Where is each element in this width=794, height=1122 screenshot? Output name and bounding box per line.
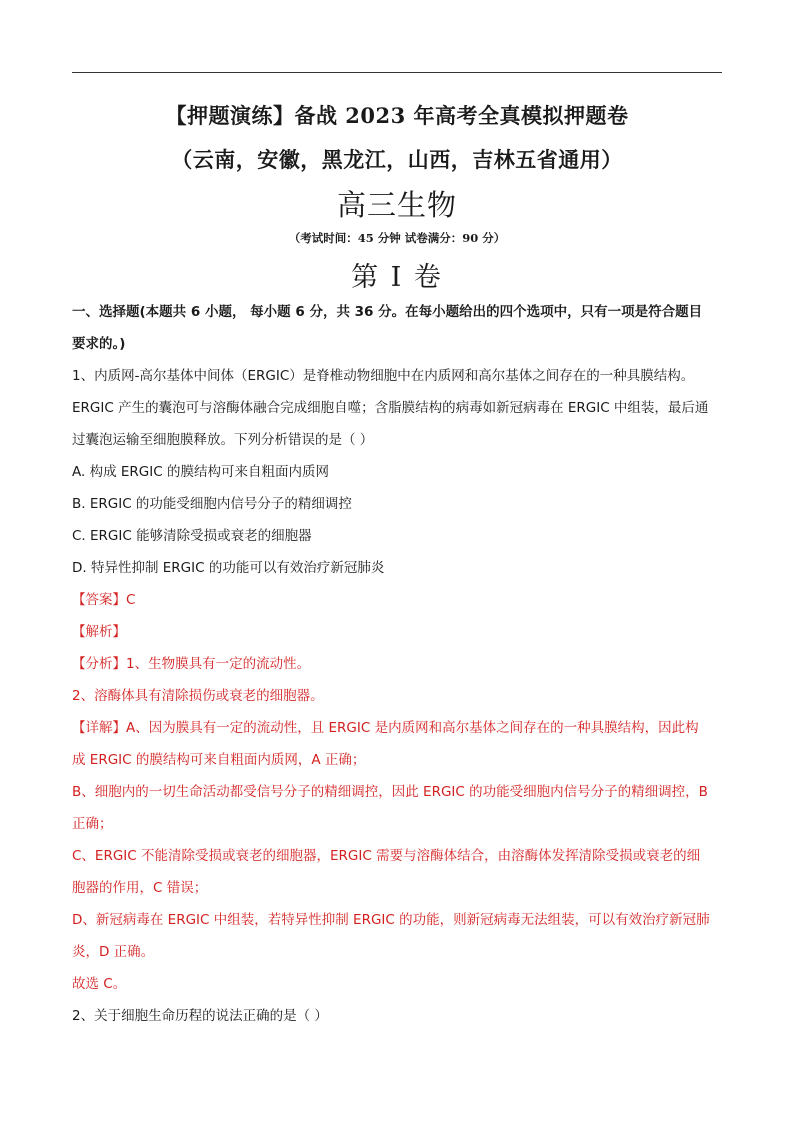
- header-rule: [72, 72, 722, 73]
- exam-info: （考试时间：45 分钟 试卷满分：90 分）: [288, 231, 506, 245]
- analysis-line: B、细胞内的一切生命活动都受信号分子的精细调控，因此 ERGIC 的功能受细胞内信号分子的精细调控，B: [72, 784, 708, 800]
- question-2-stem: 2、关于细胞生命历程的说法正确的是（ ）: [72, 1008, 328, 1024]
- analysis-line: 成 ERGIC 的膜结构可来自粗面内质网，A 正确；: [72, 752, 366, 768]
- question-1-stem: 1、内质网-高尔基体中间体（ERGIC）是脊椎动物细胞中在内质网和高尔基体之间存在的一种具膜结构。: [72, 368, 695, 384]
- section-heading-cont: 要求的。): [72, 336, 126, 352]
- option-a: A. 构成 ERGIC 的膜结构可来自粗面内质网: [72, 464, 329, 480]
- conclusion: 故选 C。: [72, 976, 127, 992]
- volume-title: 第 I 卷: [351, 262, 443, 293]
- answer: 【答案】C: [72, 592, 136, 608]
- analysis-line: 正确；: [72, 816, 113, 832]
- section-heading: 一、选择题(本题共 6 小题， 每小题 6 分，共 36 分。在每小题给出的四个选项中，只有一项是符合题目: [72, 304, 703, 320]
- option-b: B. ERGIC 的功能受细胞内信号分子的精细调控: [72, 496, 352, 512]
- analysis-line: 胞器的作用，C 错误；: [72, 880, 208, 896]
- analysis-line: D、新冠病毒在 ERGIC 中组装，若特异性抑制 ERGIC 的功能，则新冠病毒无法组装，可以有效治疗新冠肺: [72, 912, 710, 928]
- subject-title: 高三生物: [336, 188, 457, 222]
- exam-subtitle: （云南，安徽，黑龙江，山西，吉林五省通用）: [171, 147, 623, 172]
- question-1-stem-cont: ERGIC 产生的囊泡可与溶酶体融合完成细胞自噬；含脂膜结构的病毒如新冠病毒在 ERGIC 中组装，最后通: [72, 400, 709, 416]
- option-c: C. ERGIC 能够清除受损或衰老的细胞器: [72, 528, 312, 544]
- question-1-stem-cont: 过囊泡运输至细胞膜释放。下列分析错误的是（ ）: [72, 432, 374, 448]
- analysis-line: 2、溶酶体具有清除损伤或衰老的细胞器。: [72, 688, 324, 704]
- analysis-line: 【详解】A、因为膜具有一定的流动性，且 ERGIC 是内质网和高尔基体之间存在的一种具膜结构，因此构: [72, 720, 699, 736]
- analysis-line: C、ERGIC 不能清除受损或衰老的细胞器，ERGIC 需要与溶酶体结合，由溶酶体发挥清除受损或衰老的细: [72, 848, 701, 864]
- analysis-label: 【解析】: [72, 624, 126, 640]
- exam-title: 【押题演练】备战 2023 年高考全真模拟押题卷: [165, 103, 629, 128]
- analysis-line: 炎，D 正确。: [72, 944, 155, 960]
- option-d: D. 特异性抑制 ERGIC 的功能可以有效治疗新冠肺炎: [72, 560, 385, 576]
- analysis-line: 【分析】1、生物膜具有一定的流动性。: [72, 656, 311, 672]
